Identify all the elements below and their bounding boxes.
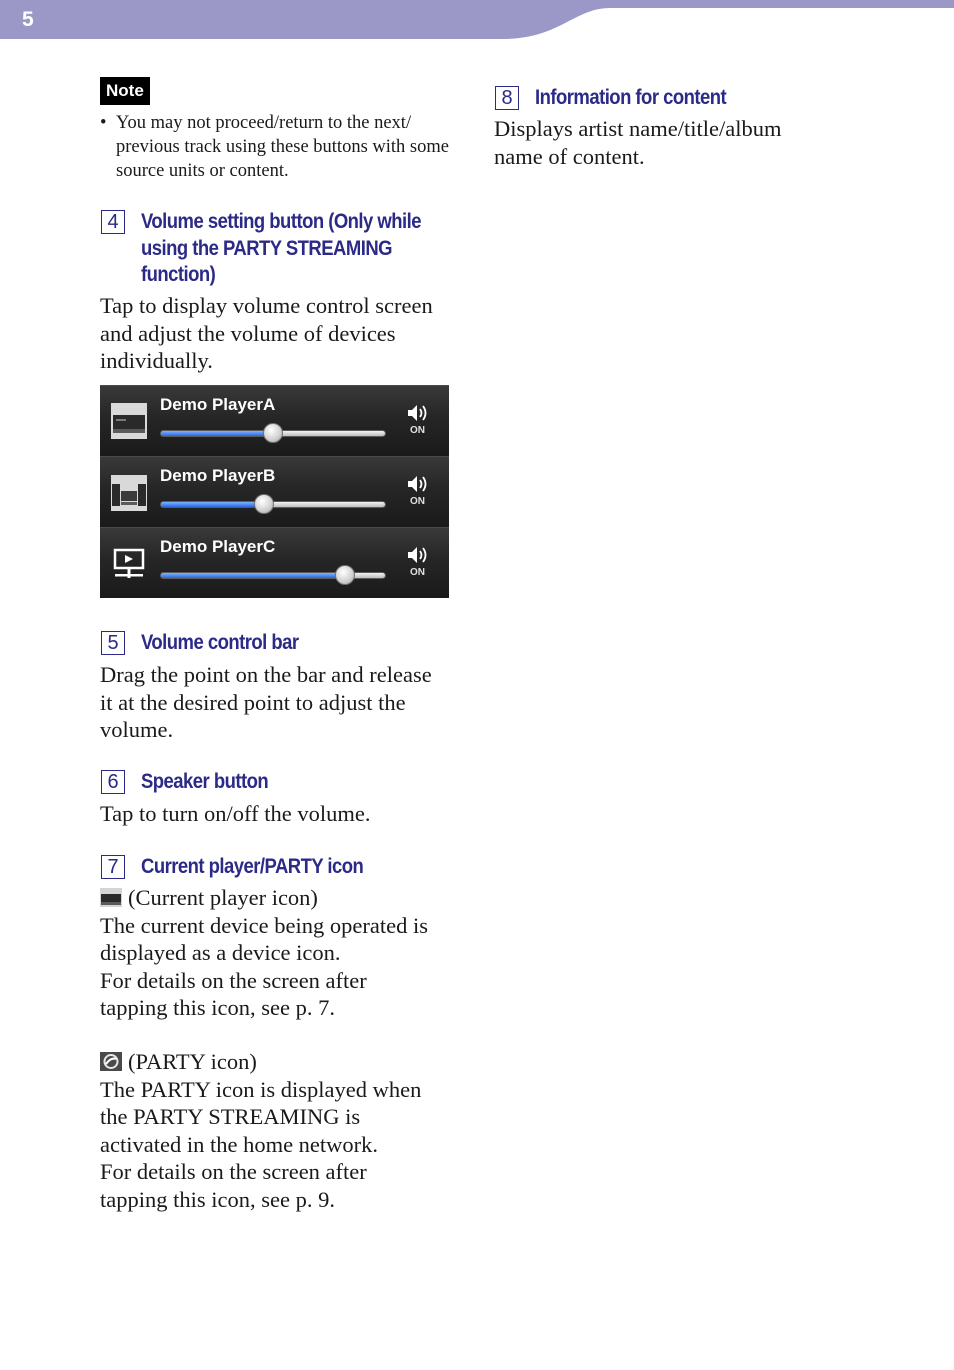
section-number-5: 5 [101, 631, 125, 655]
player-row-c [100, 527, 449, 598]
volume-slider-knob[interactable] [263, 423, 283, 443]
note-bullet: • [100, 113, 107, 133]
note-body: You may not proceed/return to the next/ previous track using these buttons with some source units or content. [116, 113, 449, 181]
speaker-on-label: ON [410, 496, 425, 507]
volume-slider-knob[interactable] [254, 494, 274, 514]
body-line: tapping this icon, see p. 9. [100, 1186, 335, 1212]
body-line: For details on the screen after [100, 967, 367, 993]
body-line: individually. [100, 348, 213, 373]
section-body-current-player [100, 884, 428, 1022]
section-number-8: 8 [495, 86, 519, 110]
player-name: Demo PlayerB [160, 466, 276, 485]
title-line: Volume setting button (Only while [141, 210, 421, 233]
section-body-information [494, 115, 781, 170]
page-number: 5 [22, 8, 34, 31]
player-name: Demo PlayerA [160, 395, 276, 414]
body-line: Drag the point on the bar and release [100, 662, 432, 687]
title-line: function) [141, 263, 216, 286]
section-body-party-icon [100, 1048, 421, 1213]
volume-slider-knob[interactable] [335, 565, 355, 585]
title-line: using the PARTY STREAMING [141, 236, 393, 260]
body-line: The PARTY icon is displayed when [100, 1076, 422, 1102]
player-name: Demo PlayerC [160, 537, 276, 556]
section-number-4: 4 [101, 210, 125, 234]
section-title-volume-setting [141, 209, 458, 289]
section-number-6: 6 [101, 770, 125, 794]
section-title-information: Information for content [535, 86, 727, 109]
volume-slider-fill [161, 431, 273, 436]
body-line: it at the desired point to adjust the [100, 689, 406, 715]
body-line: For details on the screen after [100, 1159, 367, 1184]
note-text [100, 111, 460, 183]
caption-line [100, 1048, 421, 1076]
player-device-icon[interactable] [111, 403, 147, 439]
speaker-icon[interactable] [406, 403, 432, 423]
section-title-volume-bar: Volume control bar [141, 631, 299, 654]
body-line: tapping this icon, see p. 7. [100, 995, 335, 1020]
section-title-current-player: Current player/PARTY icon [141, 855, 364, 878]
body-line: Displays artist name/title/album [494, 116, 782, 141]
body-line: activated in the home network. [100, 1131, 379, 1157]
section-title-speaker-button: Speaker button [141, 770, 269, 793]
party-icon [100, 1052, 122, 1071]
body-line: Tap to display volume control screen [100, 293, 433, 318]
party-caption: (PARTY icon) [128, 1049, 257, 1074]
speaker-on-label: ON [410, 567, 425, 578]
current-player-caption: (Current player icon) [128, 885, 318, 910]
body-line: volume. [100, 717, 174, 742]
speaker-icon[interactable] [406, 474, 432, 494]
caption-line [100, 884, 428, 912]
speaker-icon[interactable] [406, 545, 432, 565]
player-row-b [100, 456, 449, 528]
stereo-device-icon[interactable] [111, 475, 147, 511]
speaker-on-label: ON [410, 425, 425, 436]
section-body-volume-setting [100, 292, 433, 375]
body-line: name of content. [494, 143, 645, 169]
body-line: and adjust the volume of devices [100, 320, 396, 346]
section-number-7: 7 [101, 855, 125, 879]
volume-slider-fill [161, 573, 345, 578]
body-line: Tap to turn on/off the volume. [100, 801, 371, 826]
volume-slider-fill [161, 502, 264, 507]
header-band [0, 0, 954, 40]
monitor-device-icon[interactable] [111, 546, 147, 582]
note-label: Note [100, 77, 150, 105]
player-row-a [100, 385, 449, 457]
body-line: The current device being operated is [100, 912, 428, 938]
body-line: the PARTY STREAMING is [100, 1104, 361, 1129]
section-body-volume-bar [100, 661, 432, 744]
section-body-speaker-button [100, 800, 370, 828]
body-line: displayed as a device icon. [100, 940, 341, 965]
volume-control-screen [100, 385, 449, 598]
current-player-icon [100, 888, 122, 907]
